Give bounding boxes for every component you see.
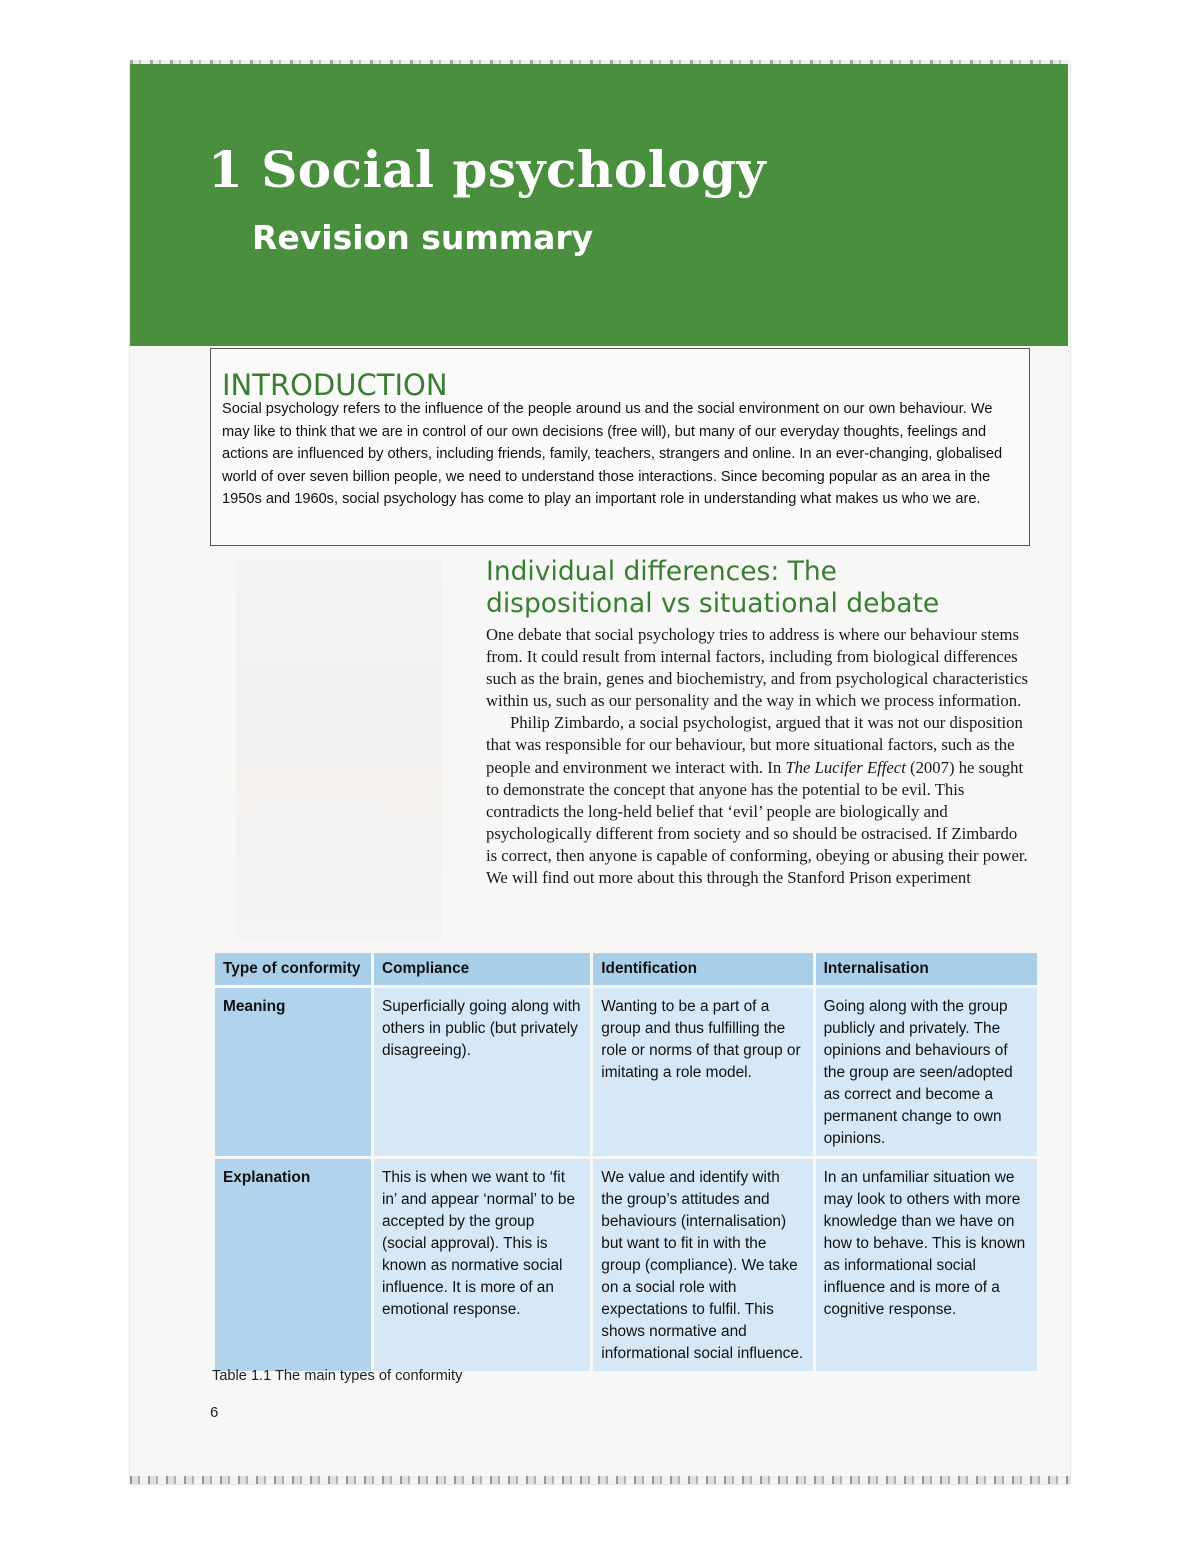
introduction-text: Social psychology refers to the influence of the people around us and the social environment on our own behaviour. We may like to think that we are in control of our own decisions (free will), but many of our everyday thoughts, feelings and actions are influenced by others, including friends, family, teachers, strangers and online. In an ever-changing, globalised world of over seven billion people, we need to understand those interactions. Since becoming popular as an area in the 1950s and 1960s, social psychology has come to play an important role in understanding what makes us who we are.	[222, 401, 1003, 507]
body-paragraph-2	[486, 712, 1031, 889]
table-header-cell: Internalisation	[816, 953, 1037, 985]
paragraph-2-text-end: (2007) he sought to demonstrate the concept that anyone has the potential to be evil. This contradicts the long-held belief that ‘evil’ people are biologically and psychologically different from society and so should be ostracised. If Zimbardo is correct, then anyone is capable of conforming, obeying or abusing their power. We will find out more about this through the Stanford Prison experiment	[486, 757, 1028, 888]
show-through-margin	[236, 560, 442, 940]
table-row-label: Explanation	[215, 1159, 371, 1371]
section-heading: Individual differences: The dispositional vs situational debate	[486, 556, 940, 619]
chapter-header-band	[130, 64, 1068, 346]
table-cell: This is when we want to ‘fit in’ and appear ‘normal’ to be accepted by the group (social approval). This is known as normative social influence. It is more of an emotional response.	[374, 1159, 590, 1371]
section-body	[486, 624, 1031, 889]
table-row	[215, 1159, 1037, 1371]
page-edge-bottom	[130, 1476, 1070, 1484]
table-cell: Superficially going along with others in public (but privately disagreeing).	[374, 988, 590, 1156]
introduction-heading: INTRODUCTION	[222, 368, 448, 402]
paragraph-2-text-start: Philip Zimbardo, a social psychologist, argued that it was not our disposition that was responsible for our behaviour, but more situational factors, such as the people and environment we interact with. In	[486, 713, 1023, 777]
table-cell: Going along with the group publicly and privately. The opinions and behaviours of the group are seen/adopted as correct and become a permanent change to own opinions.	[816, 988, 1037, 1156]
chapter-title: 1 Social psychology	[208, 140, 767, 199]
book-title-italic: The Lucifer Effect	[785, 757, 906, 777]
table-row	[215, 988, 1037, 1156]
table-header-cell: Type of conformity	[215, 953, 371, 985]
conformity-table	[212, 950, 1040, 1374]
table-header-row	[215, 953, 1037, 985]
chapter-subtitle: Revision summary	[252, 218, 594, 257]
table-header-cell: Compliance	[374, 953, 590, 985]
table-row-label: Meaning	[215, 988, 371, 1156]
table-cell: In an unfamiliar situation we may look to others with more knowledge than we have on how to behave. This is known as informational social influence and is more of a cognitive response.	[816, 1159, 1037, 1371]
table-cell: Wanting to be a part of a group and thus fulfilling the role or norms of that group or imitating a role model.	[593, 988, 812, 1156]
table-cell: We value and identify with the group’s attitudes and behaviours (internalisation) but want to fit in with the group (compliance). We take on a social role with expectations to fulfil. This shows normative and informational social influence.	[593, 1159, 812, 1371]
body-paragraph-1: One debate that social psychology tries to address is where our behaviour stems from. It could result from internal factors, including from biological differences such as the brain, genes and biochemistry, and from psychological characteristics within us, such as our personality and the way in which we process information.	[486, 625, 1029, 711]
page-number: 6	[210, 1404, 219, 1421]
table-caption: Table 1.1 The main types of conformity	[212, 1368, 463, 1384]
table-header-cell: Identification	[593, 953, 812, 985]
